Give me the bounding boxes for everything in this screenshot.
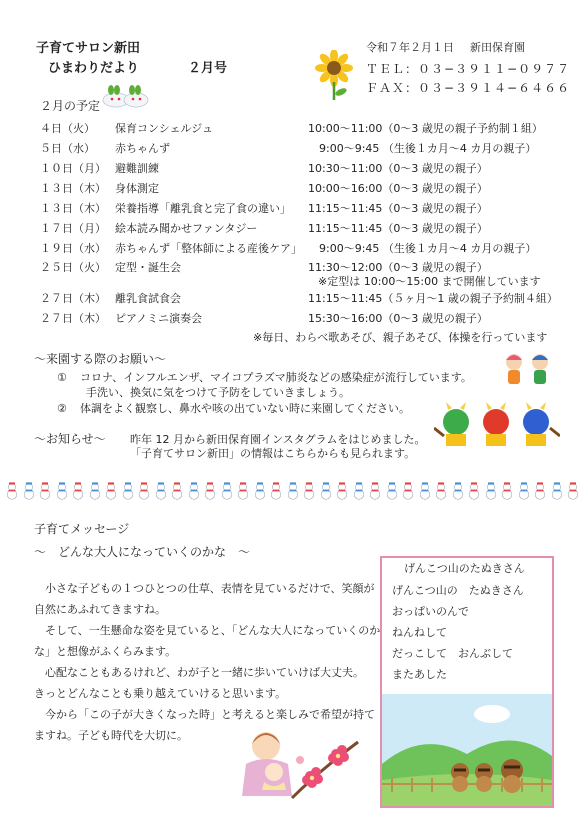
snowman-icon — [386, 482, 398, 500]
schedule-event: 赤ちゃんず — [115, 142, 170, 155]
snowman-icon — [518, 482, 530, 500]
schedule-date: １３日（木） — [40, 202, 106, 215]
schedule-event: 離乳食試食会 — [115, 292, 181, 305]
notice-text-1: 昨年 12 月から新田保育園インスタグラムをはじめました。 — [130, 433, 426, 446]
snowman-icon — [72, 482, 84, 500]
message-line: な」と想像がふくらみます。 — [34, 645, 177, 658]
schedule-event: 避難訓練 — [115, 162, 159, 175]
notice-heading: 〜お知らせ〜 — [34, 432, 106, 446]
snowman-icon — [303, 482, 315, 500]
snowman-icon — [122, 482, 134, 500]
schedule-date: ２７日（木） — [40, 292, 106, 305]
schedule-event: 栄養指導「離乳食と完了食の違い」 — [115, 202, 291, 215]
request-number-1: ① — [57, 371, 67, 384]
snowman-icon — [105, 482, 117, 500]
poem-line: ねんねして — [392, 626, 447, 639]
schedule-event: 身体測定 — [115, 182, 159, 195]
schedule-event: 保育コンシェルジュ — [115, 122, 214, 135]
schedule-row — [40, 221, 560, 237]
schedule-row — [40, 121, 560, 137]
schedule-row — [40, 141, 560, 157]
schedule-event: 赤ちゃんず「整体師による産後ケア」 — [115, 242, 302, 255]
snowman-icon — [336, 482, 348, 500]
message-line: 心配なこともあるけれど、わが子と一緒に歩いていけば大丈夫。 — [34, 666, 364, 679]
request-text-1: コロナ、インフルエンザ、マイコプラズマ肺炎などの感染症が流行しています。 — [80, 371, 472, 384]
message-line: そして、一生懸命な姿を見ていると、「どんな大人になっていくのか — [34, 624, 381, 637]
schedule-date: ４日（火） — [40, 122, 95, 135]
schedule-row — [40, 241, 560, 257]
snow-rabbits-illustration — [100, 82, 150, 108]
schedule-time: 11:15〜11:45（0〜3 歳児の親子） — [308, 222, 488, 235]
snowman-icon — [287, 482, 299, 500]
snowman-icon — [452, 482, 464, 500]
sunflower-illustration — [312, 50, 356, 100]
schedule-date: ２５日（火） — [40, 261, 106, 274]
schedule-row-note — [40, 274, 560, 290]
newsletter-title: 子育てサロン新田 — [36, 41, 141, 56]
snowman-icon — [369, 482, 381, 500]
schedule-row — [40, 311, 560, 327]
snowman-icon — [270, 482, 282, 500]
snowman-icon — [23, 482, 35, 500]
message-line: 自然にあふれてきますね。 — [34, 603, 166, 616]
poem-box — [380, 556, 554, 808]
message-body — [34, 578, 380, 746]
issue-date: 令和７年２月１日 — [366, 41, 454, 54]
snowman-icon — [468, 482, 480, 500]
snowman-icon — [188, 482, 200, 500]
snowman-divider — [0, 480, 585, 502]
snowman-icon — [501, 482, 513, 500]
schedule-time: 11:30〜12:00（0〜3 歳児の親子） — [308, 261, 488, 274]
schedule-date: １９日（水） — [40, 242, 106, 255]
snowman-icon — [155, 482, 167, 500]
schedule-heading: ２月の予定 — [40, 99, 101, 113]
requests-heading: 〜来園する際のお願い〜 — [34, 352, 167, 366]
message-line: 小さな子どもの１つひとつの仕草、表情を見ているだけで、笑顔が — [34, 582, 375, 595]
request-number-2: ② — [57, 402, 67, 415]
schedule-table — [40, 121, 560, 331]
schedule-row — [40, 181, 560, 197]
poem-line: だっこして おんぶして — [392, 647, 513, 660]
telephone: ＴＥＬ：０３−３９１１−０９７７ — [366, 62, 571, 76]
request-text-1b: 手洗い、換気に気をつけて予防をしていきましょう。 — [86, 386, 350, 399]
snowman-icon — [89, 482, 101, 500]
poem-line: またあした — [392, 668, 447, 681]
poem-line: げんこつ山の たぬきさん — [392, 584, 524, 597]
snowman-icon — [419, 482, 431, 500]
snowman-icon — [320, 482, 332, 500]
raccoon-dogs-illustration — [382, 694, 552, 806]
schedule-time: 10:00〜16:00（0〜3 歳児の親子） — [308, 182, 488, 195]
snowman-icon — [534, 482, 546, 500]
message-heading: 子育てメッセージ — [34, 522, 130, 536]
plum-blossom-illustration — [288, 732, 360, 802]
snowman-icon — [221, 482, 233, 500]
notice-text-2: 「子育てサロン新田」の情報はこちらからも見られます。 — [130, 447, 416, 460]
snowman-icon — [39, 482, 51, 500]
snowman-icon — [171, 482, 183, 500]
snowman-icon — [204, 482, 216, 500]
schedule-time: 9:00〜9:45 （生後１カ月〜4 カ月の親子） — [308, 142, 537, 155]
schedule-time: 10:30〜11:00（0〜3 歳児の親子） — [308, 162, 488, 175]
message-subtitle: 〜 どんな大人になっていくのかな 〜 — [34, 545, 251, 559]
schedule-time: 15:30〜16:00（0〜3 歳児の親子） — [308, 312, 488, 325]
schedule-date: ２７日（木） — [40, 312, 106, 325]
snowman-icon — [551, 482, 563, 500]
request-text-2: 体調をよく観察し、鼻水や咳の出ていない時に来園してください。 — [80, 402, 410, 415]
snowman-icon — [237, 482, 249, 500]
schedule-date: １０日（月） — [40, 162, 106, 175]
poem-line: おっぱいのんで — [392, 605, 469, 618]
schedule-event: 絵本読み聞かせファンタジー — [115, 222, 258, 235]
snowman-icon — [56, 482, 68, 500]
schedule-footnote: ※毎日、わらべ歌あそび、親子あそび、体操を行っています — [253, 331, 548, 344]
schedule-row — [40, 161, 560, 177]
message-line: 今から「この子が大きくなった時」と考えると楽しみで希望が持て — [34, 708, 375, 721]
schedule-event: 定型・誕生会 — [115, 261, 181, 274]
snowman-icon — [435, 482, 447, 500]
message-line: きっとどんなことも乗り越えていけると思います。 — [34, 687, 287, 700]
schedule-time: 10:00〜11:00（0〜3 歳児の親子予約制１組） — [308, 122, 543, 135]
schedule-time: 11:15〜11:45（５ヶ月〜1 歳の親子予約制４組） — [308, 292, 558, 305]
schedule-row — [40, 291, 560, 307]
schedule-date: ５日（水） — [40, 142, 95, 155]
issue-number: ２月号 — [188, 61, 228, 76]
snowman-icon — [402, 482, 414, 500]
schedule-row — [40, 201, 560, 217]
fax: ＦＡＸ：０３−３９１４−６４６６ — [366, 81, 571, 95]
teikei-note: ※定型は 10:00〜15:00 まで開催しています — [318, 275, 541, 288]
organization-name: 新田保育園 — [470, 41, 525, 54]
schedule-time: 9:00〜9:45 （生後１カ月〜4 カ月の親子） — [308, 242, 537, 255]
oni-illustration — [434, 398, 560, 454]
newsletter-subtitle: ひまわりだより — [48, 61, 140, 76]
snowman-icon — [567, 482, 579, 500]
snowman-icon — [138, 482, 150, 500]
message-line: ますね。子ども時代を大切に。 — [34, 729, 188, 742]
poem-title: げんこつ山のたぬきさん — [404, 562, 525, 575]
snowman-icon — [254, 482, 266, 500]
schedule-date: １７日（月） — [40, 222, 106, 235]
schedule-date: １３日（木） — [40, 182, 106, 195]
children-illustration — [496, 350, 558, 390]
snowman-icon — [353, 482, 365, 500]
snowman-icon — [485, 482, 497, 500]
schedule-time: 11:15〜11:45（0〜3 歳児の親子） — [308, 202, 488, 215]
snowman-icon — [6, 482, 18, 500]
schedule-event: ピアノミニ演奏会 — [115, 312, 203, 325]
